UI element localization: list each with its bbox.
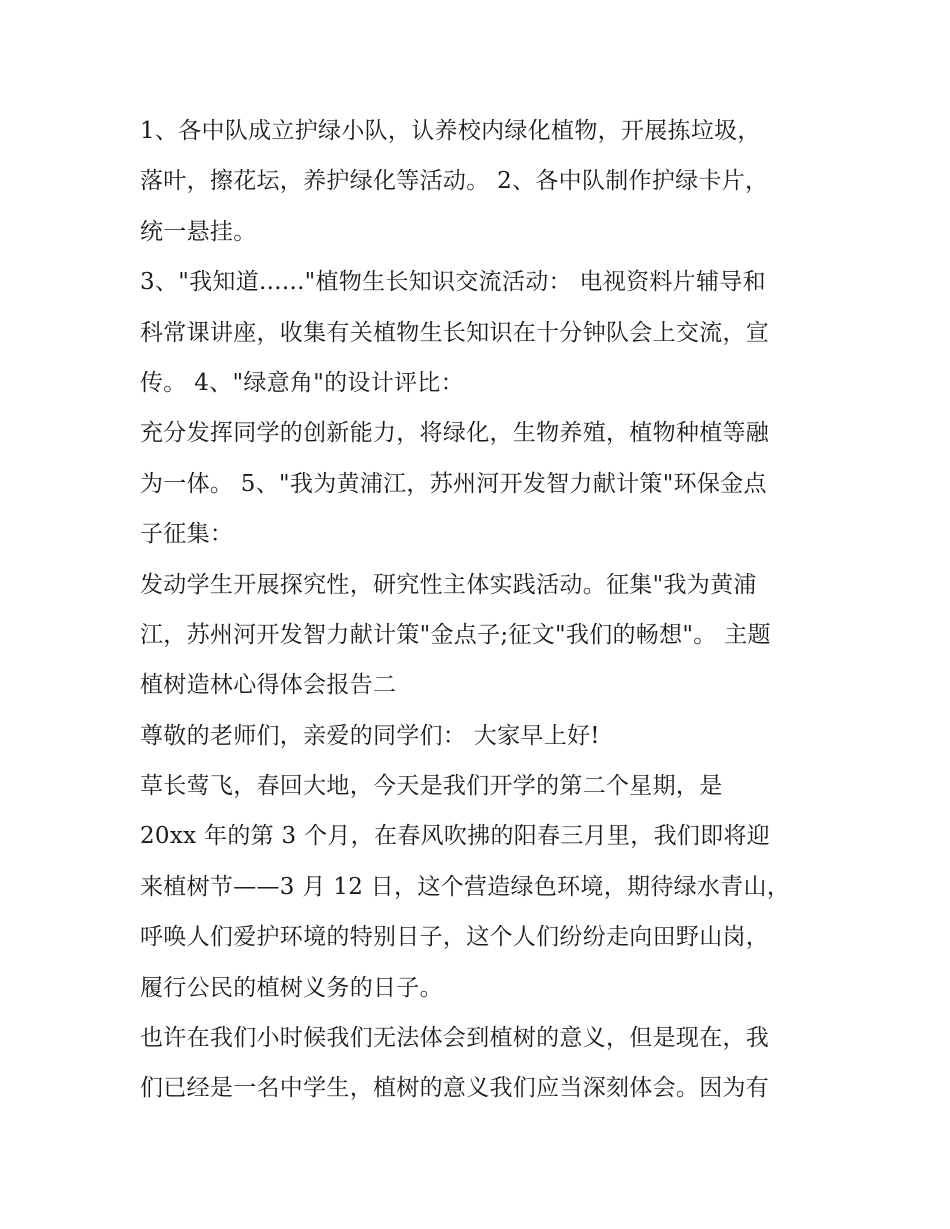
text-line: 履行公民的植树义务的日子。 [140,974,443,1001]
text-line: 1、各中队成立护绿小队，认养校内绿化植物，开展拣垃圾， [140,118,761,144]
text-line: 统一悬挂。 [140,218,257,245]
text-line: 3、"我知道......"植物生长知识交流活动： 电视资料片辅导和 [140,269,766,296]
section-title: 植树造林心得体会报告二 [140,672,397,699]
text-line: 科常课讲座，收集有关植物生长知识在十分钟队会上交流，宣 [140,319,770,346]
text-line: 们已经是一名中学生，植树的意义我们应当深刻体会。因为有 [140,1075,770,1102]
text-line: 为一体。 5、"我为黄浦江，苏州河开发智力献计策"环保金点 [140,470,767,497]
text-line: 也许在我们小时候我们无法体会到植树的意义，但是现在，我 [140,1025,770,1052]
text-line: 充分发挥同学的创新能力，将绿化，生物养殖，植物种植等融 [140,420,770,447]
text-line: 来植树节——3 月 12 日，这个营造绿色环境，期待绿水青山， [140,873,791,900]
text-line: 子征集： [140,521,234,548]
document-body [140,106,830,1114]
text-line: 江，苏州河开发智力献计策"金点子;征文"我们的畅想"。 主题 [140,621,771,648]
text-line: 落叶，擦花坛，养护绿化等活动。 2、各中队制作护绿卡片， [140,168,769,195]
salutation: 尊敬的老师们，亲爱的同学们： 大家早上好! [140,722,600,749]
text-line: 20xx 年的第 3 个月，在春风吹拂的阳春三月里，我们即将迎 [140,823,771,850]
text-line: 传。 4、"绿意角"的设计评比： [140,369,464,396]
text-line: 草长莺飞，春回大地，今天是我们开学的第二个星期，是 [140,773,723,800]
text-line: 发动学生开展探究性，研究性主体实践活动。征集"我为黄浦 [140,571,757,598]
text-line: 呼唤人们爱护环境的特别日子，这个人们纷纷走向田野山岗， [140,924,770,951]
